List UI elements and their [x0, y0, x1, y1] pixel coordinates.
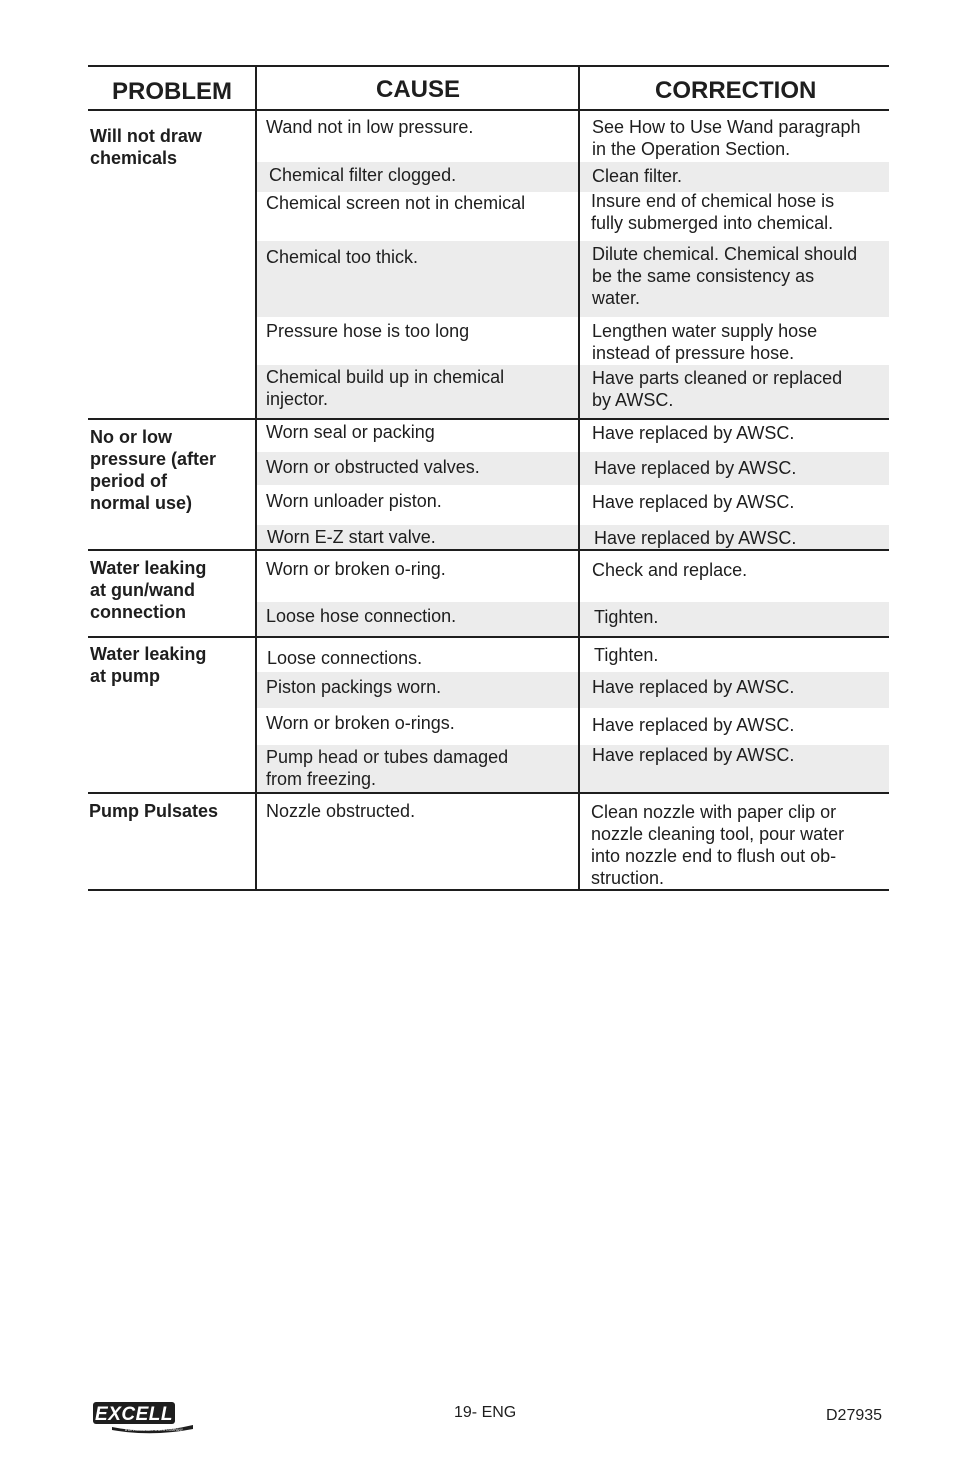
header-cause: CAUSE: [376, 76, 461, 103]
column-divider: [578, 65, 580, 891]
correction-cell: Have parts cleaned or replaced by AWSC.: [592, 368, 843, 410]
page-number: 19- ENG: [454, 1404, 517, 1421]
cause-cell: Worn E-Z start valve.: [267, 527, 436, 547]
cause-cell: Worn or broken o-ring.: [266, 559, 446, 579]
cause-cell: Piston packings worn.: [266, 677, 442, 697]
correction-cell: Have replaced by AWSC.: [592, 492, 795, 512]
correction-cell: Have replaced by AWSC.: [594, 458, 797, 478]
correction-cell: Insure end of chemical hose is fully submerged into chemical.: [591, 191, 835, 233]
problem-label: Water leaking at pump: [90, 644, 207, 686]
cause-cell: Chemical build up in chemical injector.: [266, 367, 505, 409]
correction-cell: Lengthen water supply hose instead of pressure hose.: [592, 321, 818, 363]
table-bottom-rule: [88, 889, 889, 891]
brand-tagline: A DeVILBISS AIR POWER COMPANY: [124, 1428, 184, 1432]
cause-cell: Chemical too thick.: [266, 247, 419, 267]
brand-logo-text: EXCELL: [95, 1404, 173, 1425]
brand-logo: [92, 1399, 194, 1435]
header-problem: PROBLEM: [112, 78, 232, 105]
cause-cell: Wand not in low pressure.: [266, 117, 474, 137]
cause-cell: Worn or broken o-rings.: [266, 713, 455, 733]
cause-cell: Pump head or tubes damaged from freezing.: [266, 747, 509, 789]
correction-cell: Have replaced by AWSC.: [594, 528, 797, 548]
correction-cell: Have replaced by AWSC.: [592, 715, 795, 735]
correction-cell: Have replaced by AWSC.: [592, 745, 795, 765]
problem-label: Water leaking at gun/wand connection: [90, 558, 207, 622]
problem-label: No or low pressure (after period of normal use): [90, 427, 217, 513]
cause-cell: Worn unloader piston.: [266, 491, 442, 511]
header-correction: CORRECTION: [655, 77, 817, 104]
header-rule: [88, 109, 889, 111]
correction-cell: Tighten.: [594, 645, 659, 665]
correction-cell: Check and replace.: [592, 560, 748, 580]
correction-cell: Clean nozzle with paper clip or nozzle cleaning tool, pour water into nozzle end to flush out ob- struction.: [591, 802, 845, 888]
column-divider: [255, 65, 257, 891]
cause-cell: Nozzle obstructed.: [266, 801, 416, 821]
cause-cell: Worn seal or packing: [266, 422, 435, 442]
cause-cell: Loose hose connection.: [266, 606, 457, 626]
cause-cell: Worn or obstructed valves.: [266, 457, 480, 477]
correction-cell: See How to Use Wand paragraph in the Operation Section.: [592, 117, 861, 159]
correction-cell: Have replaced by AWSC.: [592, 423, 795, 443]
section-rule: [88, 418, 889, 420]
section-rule: [88, 792, 889, 794]
correction-cell: Tighten.: [594, 607, 659, 627]
table-top-rule: [88, 65, 889, 67]
correction-cell: Clean filter.: [592, 166, 683, 186]
cause-cell: Loose connections.: [267, 648, 423, 668]
problem-label: Pump Pulsates: [89, 801, 219, 821]
cause-cell: Chemical screen not in chemical: [266, 193, 526, 213]
correction-cell: Have replaced by AWSC.: [592, 677, 795, 697]
document-number: D27935: [826, 1407, 883, 1424]
section-rule: [88, 636, 889, 638]
cause-cell: Chemical filter clogged.: [269, 165, 457, 185]
problem-label: Will not draw chemicals: [90, 126, 202, 168]
correction-cell: Dilute chemical. Chemical should be the same consistency as water.: [592, 244, 858, 308]
section-rule: [88, 549, 889, 551]
cause-cell: Pressure hose is too long: [266, 321, 470, 341]
